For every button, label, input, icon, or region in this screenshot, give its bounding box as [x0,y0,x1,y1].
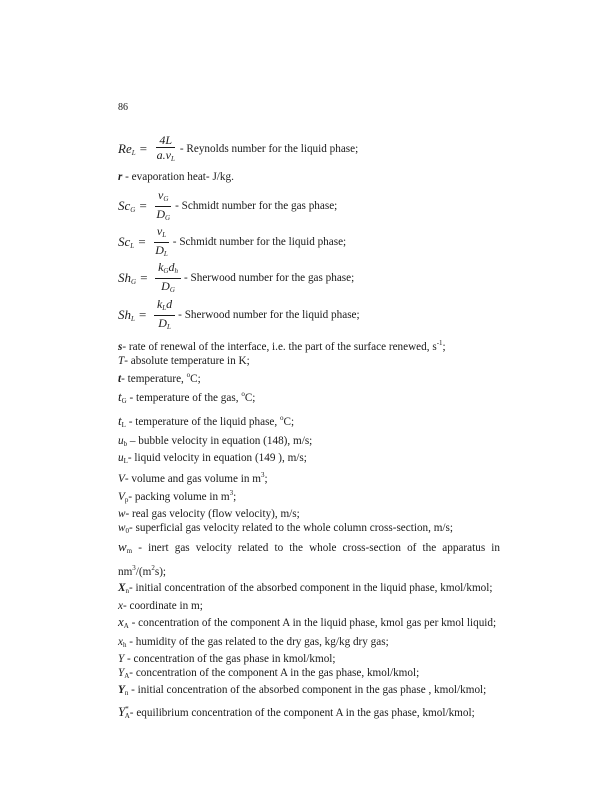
entry-T: T- absolute temperature in K; [118,355,250,367]
entry-tG: $t_G$ - temperature of the gas, $^o$C; [118,389,256,405]
entry-w: w- real gas velocity (flow velocity), m/s; [118,508,300,520]
entry-Y: Y - concentration of the gas phase in kmol/kmol; [118,653,336,665]
entry-YA: $Y_A-$ concentration of the component A in the gas phase, kmol/kmol; [118,667,420,680]
nomenclature-list [118,128,500,725]
entry-tL: $t_L$ - temperature of the liquid phase, $^o$C; [118,413,295,429]
entry-YA-star: $Y^*_A-$ equilibrium concentration of the component A in the gas phase, kmol/kmol; [118,704,475,720]
equation-schmidt-liquid: $Sc_L$ = $\frac{v_L}{D_L}$ - Schmidt number for the liquid phase; [118,224,500,260]
entry-uL: $u_L-$ liquid velocity in equation (149 ), m/s; [118,452,307,465]
equation-sherwood-liquid: $Sh_L$ = $\frac{k_Ld}{D_L}$ - Sherwood number for the liquid phase; [118,296,500,334]
page-number: 86 [118,102,128,113]
entry-r: r - evaporation heat- J/kg. [118,171,234,183]
equation-reynolds-liquid: $Re_L$ = $\frac{4L}{a.v_L}$ - Reynolds number for the liquid phase; [118,128,500,170]
entry-Vp: $V_p-$ packing volume in $m^3$; [118,489,237,504]
entry-V: V- volume and gas volume in $m^3$; [118,471,268,485]
entry-t: t- temperature, $^o$C; [118,371,201,385]
fraction: $\frac{4L}{a.v_L}$ [156,132,175,163]
entry-Xn: $X_n-$ initial concentration of the absorbed component in the liquid phase, kmol/kmol; [118,582,493,595]
entry-xA: $x_A$ - concentration of the component A in the liquid phase, kmol gas per kmol liquid; [118,614,497,630]
fraction: $\frac{k_Gd_h}{D_G}$ [155,260,181,297]
equation-schmidt-gas: $Sc_G$ = $\frac{v_G}{D_G}$ - Schmidt number for the gas phase; [118,188,500,224]
entry-s: s- rate of renewal of the interface, i.e. the part of the surface renewed, $s^{-1}$; [118,339,446,353]
entry-ub: $u_b$ – bubble velocity in equation (148), m/s; [118,435,313,448]
equation-sherwood-gas: $Sh_G$ = $\frac{k_Gd_h}{D_G}$ - Sherwood number for the gas phase; [118,260,500,296]
entry-wm: $w_m$ - inert gas velocity related to the whole cross-section of the apparatus in $nm^3/(m^2s)$; [118,539,500,578]
entry-w0: $w_0-$ superficial gas velocity related to the whole column cross-section, m/s; [118,522,454,535]
fraction: $\frac{v_L}{D_L}$ [155,223,168,258]
fraction: $\frac{v_G}{D_G}$ [156,187,171,222]
entry-xh: $x_h$ - humidity of the gas related to the dry gas, kg/kg dry gas; [118,636,389,649]
fraction: $\frac{k_Ld}{D_L}$ [154,297,175,334]
entry-x: x- coordinate in m; [118,600,203,612]
entry-Yn: $Y_n$ - initial concentration of the absorbed component in the gas phase , kmol/kmol; [118,684,487,697]
